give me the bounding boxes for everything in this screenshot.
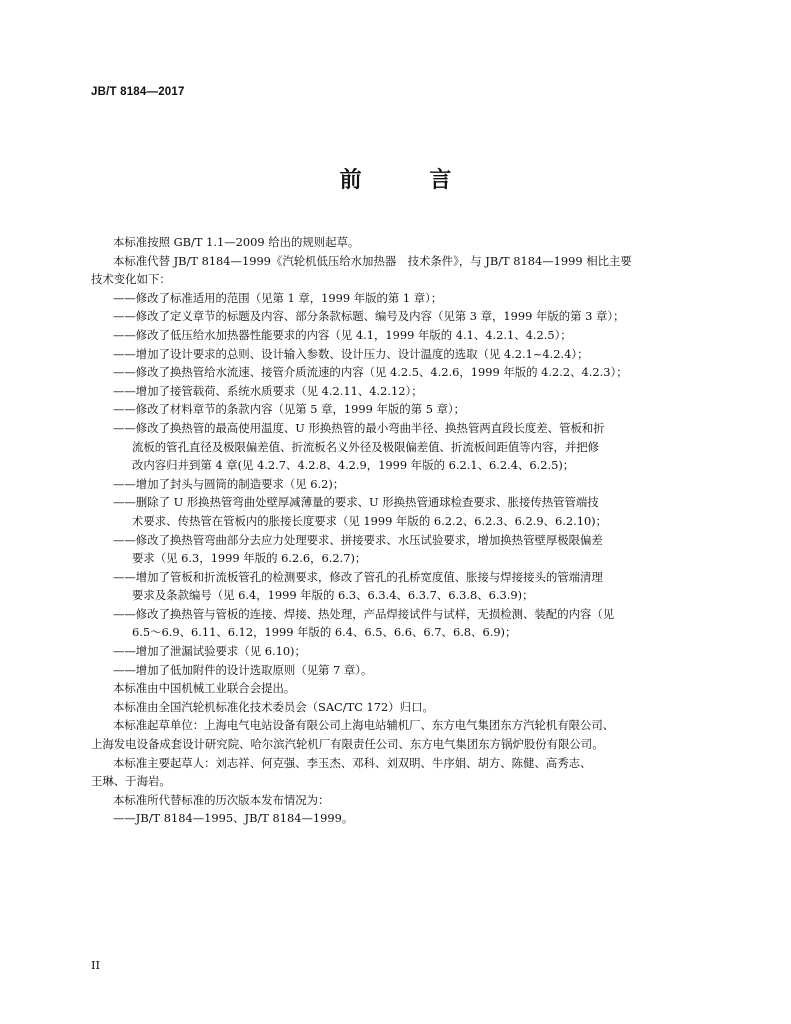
closing-paragraph-continuation: 王琳、于海岩。 [91, 774, 171, 789]
change-item-continuation: 6.5～6.9、6.11、6.12，1999 年版的 6.4、6.5、6.6、6.7、6.8、6.9)； [132, 625, 517, 640]
change-item: ——修改了材料章节的条款内容（见第 5 章，1999 年版的第 5 章）； [113, 402, 466, 417]
change-item: ——修改了换热管与管板的连接、焊接、热处理，产品焊接试件与试样，无损检测、装配的内容（见 [113, 606, 615, 621]
change-item: ——增加了接管载荷、系统水质要求（见 4.2.11、4.2.12）； [113, 383, 423, 398]
changes-list [91, 289, 657, 679]
change-item-continuation: 改内容归并到第 4 章(见 4.2.7、4.2.8、4.2.9，1999 年版的 6.2.1、6.2.4、6.2.5)； [132, 458, 575, 473]
closing-paragraph: 本标准由全国汽轮机标准化技术委员会（SAC/TC 172）归口。 [113, 699, 434, 714]
foreword-body [91, 233, 657, 828]
change-item: ——增加了设计要求的总则、设计输入参数、设计压力、设计温度的选取（见 4.2.1~4.2.4）； [113, 346, 589, 361]
change-item: ——修改了标准适用的范围（见第 1 章，1999 年版的第 1 章）； [113, 290, 443, 305]
change-item: ——增加了管板和折流板管孔的检测要求，修改了管孔的孔桥宽度值、胀接与焊接接头的管端清理 [113, 569, 603, 584]
change-item: ——修改了低压给水加热器性能要求的内容（见 4.1，1999 年版的 4.1、4.2.1、4.2.5）； [113, 327, 572, 342]
change-item: ——删除了 U 形换热管弯曲处壁厚减薄量的要求、U 形换热管通球检查要求、胀接传热管管端技 [113, 495, 599, 510]
change-item: ——增加了封头与圆筒的制造要求（见 6.2)； [113, 476, 345, 491]
change-item: ——增加了低加附件的设计选取原则（见第 7 章）。 [113, 662, 373, 677]
change-item-continuation: 要求及条款编号（见 6.4，1999 年版的 6.3、6.3.4、6.3.7、6.3.8、6.3.9)； [132, 588, 534, 603]
intro-line-1: 本标准按照 GB/T 1.1—2009 给出的规则起草。 [113, 235, 360, 249]
closing-section [91, 679, 657, 809]
document-code: JB/T 8184—2017 [91, 86, 185, 98]
closing-paragraph: 本标准所代替标准的历次版本发布情况为： [113, 792, 330, 807]
change-item-continuation: 要求（见 6.3，1999 年版的 6.2.6，6.2.7)； [132, 551, 367, 566]
change-item-continuation: 术要求、传热管在管板内的胀接长度要求（见 1999 年版的 6.2.2、6.2.3、6.2.9、6.2.10)； [132, 513, 608, 528]
change-item: ——修改了换热管弯曲部分去应力处理要求、拼接要求、水压试验要求，增加换热管壁厚极限偏差 [113, 532, 603, 547]
change-item: ——修改了定义章节的标题及内容、部分条款标题、编号及内容（见第 3 章，1999 年版的第 3 章）； [113, 309, 625, 324]
intro-line-2: 本标准代替 JB/T 8184—1999《汽轮机低压给水加热器 技术条件》，与 JB/T 8184—1999 相比主要 [113, 253, 632, 268]
change-item: ——修改了换热管给水流速、接管介质流速的内容（见 4.2.5、4.2.6，1999 年版的 4.2.2、4.2.3）； [113, 365, 628, 380]
history-item: ——JB/T 8184—1995、JB/T 8184—1999。 [113, 811, 354, 826]
closing-paragraph: 本标准由中国机械工业联合会提出。 [113, 681, 296, 696]
closing-paragraph: 本标准起草单位：上海电气电站设备有限公司上海电站辅机厂、东方电气集团东方汽轮机有限公司、 [113, 718, 615, 733]
change-item: ——修改了换热管的最高使用温度、U 形换热管的最小弯曲半径、换热管两直段长度差、管板和折 [113, 420, 605, 435]
closing-paragraph-continuation: 上海发电设备成套设计研究院、哈尔滨汽轮机厂有限责任公司、东方电气集团东方锅炉股份有限公司。 [91, 737, 604, 752]
change-item: ——增加了泄漏试验要求（见 6.10)； [113, 644, 306, 659]
page-title: 前 言 [339, 168, 482, 193]
page-number: II [91, 958, 101, 972]
change-item-continuation: 流板的管孔直径及极限偏差值、折流板名义外径及极限偏差值、折流板间距值等内容，并把修 [132, 439, 600, 454]
intro-line-3: 技术变化如下： [91, 272, 171, 287]
closing-paragraph: 本标准主要起草人：刘志祥、何克强、李玉杰、邓科、刘双明、牛序娟、胡方、陈健、高秀志、 [113, 755, 592, 770]
